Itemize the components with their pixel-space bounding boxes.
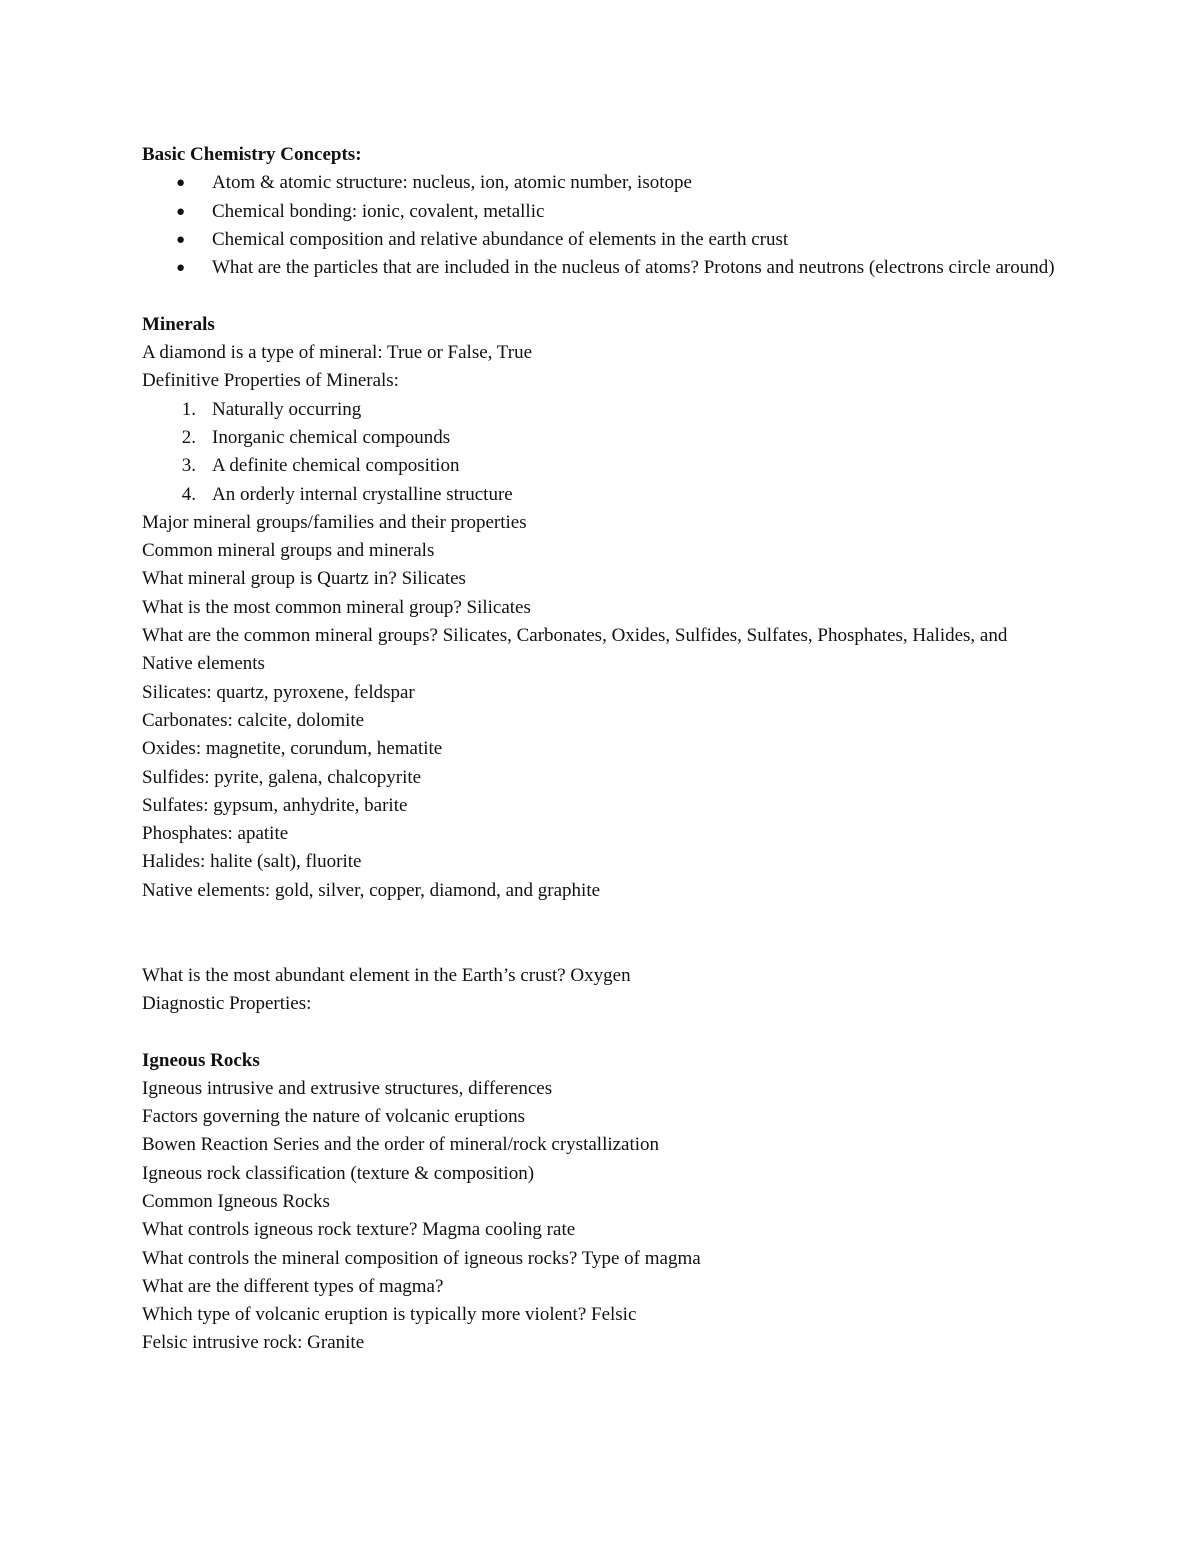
text-line: Major mineral groups/families and their properties [142,511,527,533]
list-item [142,169,1057,197]
text-line: What are the different types of magma? [142,1275,444,1297]
text-line: What controls igneous rock texture? Magma cooling rate [142,1219,576,1241]
list-number: 2. [181,426,196,448]
list-item-text: Inorganic chemical compounds [212,426,451,448]
bullet-text: Atom & atomic structure: nucleus, ion, atomic number, isotope [212,172,692,194]
spacer [142,905,1057,933]
text-line: Igneous intrusive and extrusive structures, differences [142,1077,553,1099]
text-line: Common Igneous Rocks [142,1190,330,1212]
chemistry-heading: Basic Chemistry Concepts: [142,144,362,165]
text-line: Bowen Reaction Series and the order of mineral/rock crystallization [142,1134,660,1156]
list-number: 1. [181,398,196,420]
bullet-icon: ● [176,260,186,277]
text-line: Halides: halite (salt), fluorite [142,851,362,873]
text-line: Which type of volcanic eruption is typically more violent? Felsic [142,1304,637,1326]
list-item [142,254,1057,282]
list-item [142,424,1057,452]
text-line: A diamond is a type of mineral: True or False, True [142,342,533,364]
list-number: 4. [181,483,196,505]
list-item [142,226,1057,254]
text-line: Sulfates: gypsum, anhydrite, barite [142,794,408,816]
list-item-text: An orderly internal crystalline structure [212,483,513,505]
text-line: Diagnostic Properties: [142,992,312,1014]
text-line: What is the most abundant element in the Earth’s crust? Oxygen [142,964,631,986]
list-item [142,396,1057,424]
text-line: Carbonates: calcite, dolomite [142,709,365,731]
text-line: Felsic intrusive rock: Granite [142,1332,365,1354]
chemistry-bullet-list [142,169,1057,282]
text-line: Sulfides: pyrite, galena, chalcopyrite [142,766,422,788]
list-item [142,198,1057,226]
list-item [142,481,1057,509]
spacer [142,282,1057,310]
bullet-icon: ● [176,231,186,248]
list-number: 3. [181,455,196,477]
text-line: What are the common mineral groups? Silicates, Carbonates, Oxides, Sulfides, Sulfates, Phosphates, Halides, and Native elements [142,625,1008,675]
igneous-heading: Igneous Rocks [142,1049,260,1071]
text-line: Phosphates: apatite [142,823,289,845]
text-line: What is the most common mineral group? Silicates [142,596,531,618]
spacer [142,933,1057,961]
text-line: What controls the mineral composition of igneous rocks? Type of magma [142,1247,701,1269]
text-line: Native elements: gold, silver, copper, diamond, and graphite [142,879,601,901]
text-line: Oxides: magnetite, corundum, hematite [142,738,443,760]
document-page [142,141,1057,1358]
bullet-icon: ● [176,175,186,192]
text-line: Definitive Properties of Minerals: [142,370,399,392]
text-line: Igneous rock classification (texture & composition) [142,1162,535,1184]
list-item-text: A definite chemical composition [212,455,460,477]
spacer [142,1018,1057,1046]
text-line: Common mineral groups and minerals [142,540,435,562]
minerals-heading: Minerals [142,313,215,335]
text-line: Silicates: quartz, pyroxene, feldspar [142,681,415,703]
text-line: Factors governing the nature of volcanic eruptions [142,1106,526,1128]
list-item [142,452,1057,480]
bullet-text: Chemical bonding: ionic, covalent, metallic [212,200,545,222]
properties-numbered-list [142,396,1057,509]
list-item-text: Naturally occurring [212,398,362,420]
text-line: What mineral group is Quartz in? Silicates [142,568,466,590]
bullet-icon: ● [176,203,186,220]
bullet-text: What are the particles that are included in the nucleus of atoms? Protons and neutrons (electrons circle around) [212,257,1055,279]
bullet-text: Chemical composition and relative abundance of elements in the earth crust [212,228,789,250]
